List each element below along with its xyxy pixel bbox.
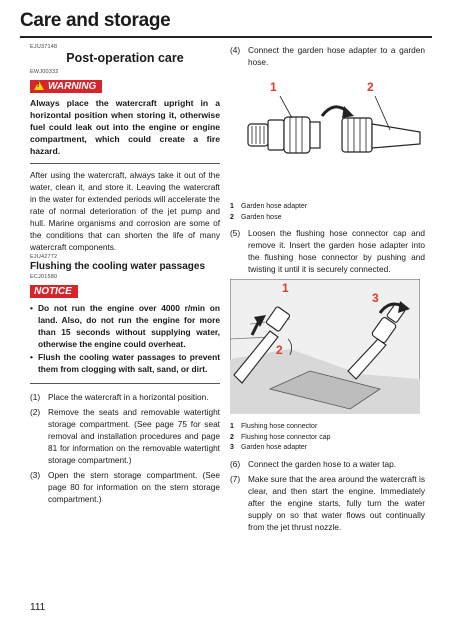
garden-hose-figure (230, 72, 425, 192)
callout-item (230, 422, 425, 433)
reference-code: EWJ00332 (30, 69, 59, 75)
callout-label: Flushing hose connector (241, 423, 318, 430)
page-title: Care and storage (20, 10, 171, 31)
left-column (30, 44, 220, 508)
callout-item (230, 213, 425, 224)
step-number: (3) (30, 470, 41, 480)
step-item (230, 227, 425, 275)
warning-label-text: WARNING (48, 81, 97, 92)
step-text: Open the stern storage compartment. (See page 80 for information on the stern storage compartment.) (48, 470, 220, 504)
callout-label: Garden hose adapter (241, 444, 308, 451)
callout-label: Garden hose (241, 213, 282, 221)
section-title: Post-operation care (66, 51, 184, 65)
page-number: 111 (30, 602, 46, 613)
step-text: Connect the garden hose to a water tap. (248, 458, 397, 469)
notice-bullet-text: Do not run the engine over 4000 r/min on land. Also, do not run the engine for more than 15 seconds without supplying water, otherwise the engine could overheat. (38, 303, 220, 349)
step-number: (6) (230, 458, 241, 469)
callout-number: 1 (230, 423, 234, 430)
warning-label (30, 80, 102, 93)
step-number: (2) (30, 407, 41, 417)
bullet-dot-icon: • (30, 352, 33, 362)
step-item (230, 44, 425, 68)
callout-number: 2 (230, 433, 234, 441)
step-number: (1) (30, 392, 41, 402)
step-text: Remove the seats and removable watertight storage compartment. (See page 75 for seat removal and installation procedures and page 81 for information on the removable watertight storage compartment.) (48, 407, 220, 465)
callout-item (230, 433, 425, 444)
notice-bullet (30, 302, 220, 350)
step-number: (4) (230, 45, 241, 55)
figure-number: 3 (372, 291, 379, 305)
garden-hose-adapter-illustration (230, 72, 425, 192)
step-text: Loosen the flushing hose connector cap and remove it. Insert the garden hose adapter into the flushing hose connector by pushing and twisting it until it is securely connected. (248, 228, 425, 274)
bullet-dot-icon: • (30, 303, 33, 313)
callout-number: 1 (230, 203, 234, 210)
callout-number: 3 (230, 444, 234, 451)
step-text: Make sure that the area around the watercraft is clear, and then start the engine. Immediately after the engine starts, fully turn the water supply on so that water flows out continually from the jet thrust nozzle. (248, 473, 425, 532)
notice-label: NOTICE (30, 285, 78, 298)
step-text: Place the watercraft in a horizontal position. (48, 392, 209, 402)
step-item (30, 469, 220, 505)
step-item (230, 458, 425, 470)
step-item (30, 406, 220, 466)
figure-number: 1 (282, 281, 289, 295)
right-column (230, 44, 425, 536)
figure-number: 1 (270, 80, 277, 94)
callout-item (230, 443, 425, 454)
body-paragraph: After using the watercraft, always take it out of the water, clean it, and store it. Leaving the watercraft in the water for extended periods will accelerate the rate of normal deterioration of the jet pump and hull. Marine organisms and corrosion are some of the conditions that can shorten the life of many watercraft components. (30, 170, 220, 252)
reference-code: EJU37148 (30, 44, 58, 50)
reference-code: EJU42772 (30, 254, 58, 260)
notice-bullet-text: Flush the cooling water passages to prevent them from clogging with salt, sand, or dirt. (38, 352, 220, 374)
page-header (20, 10, 432, 32)
flushing-hose-connector-illustration (230, 279, 420, 414)
callout-number: 2 (230, 213, 234, 221)
figure-number: 2 (276, 343, 283, 357)
flushing-connector-figure (230, 279, 420, 414)
callout-label: Garden hose adapter (241, 203, 308, 210)
callout-item (230, 202, 425, 213)
step-text: Connect the garden hose adapter to a garden hose. (248, 45, 425, 67)
subsection-title: Flushing the cooling water passages (30, 261, 206, 272)
step-item (230, 473, 425, 533)
divider (30, 383, 220, 384)
step-number: (7) (230, 473, 241, 484)
warning-triangle-icon: ! (34, 81, 44, 90)
header-rule (20, 36, 432, 38)
figure-number: 2 (367, 80, 374, 94)
reference-code: ECJ01580 (30, 274, 58, 280)
notice-bullet (30, 351, 220, 375)
step-number: (5) (230, 228, 241, 238)
warning-text: Always place the watercraft upright in a horizontal position when storing it, otherwise fuel could leak out into the engine or engine compartment, which could create a fire hazard. (30, 98, 220, 156)
divider (30, 163, 220, 164)
callout-label: Flushing hose connector cap (241, 433, 331, 441)
step-item (30, 391, 220, 403)
